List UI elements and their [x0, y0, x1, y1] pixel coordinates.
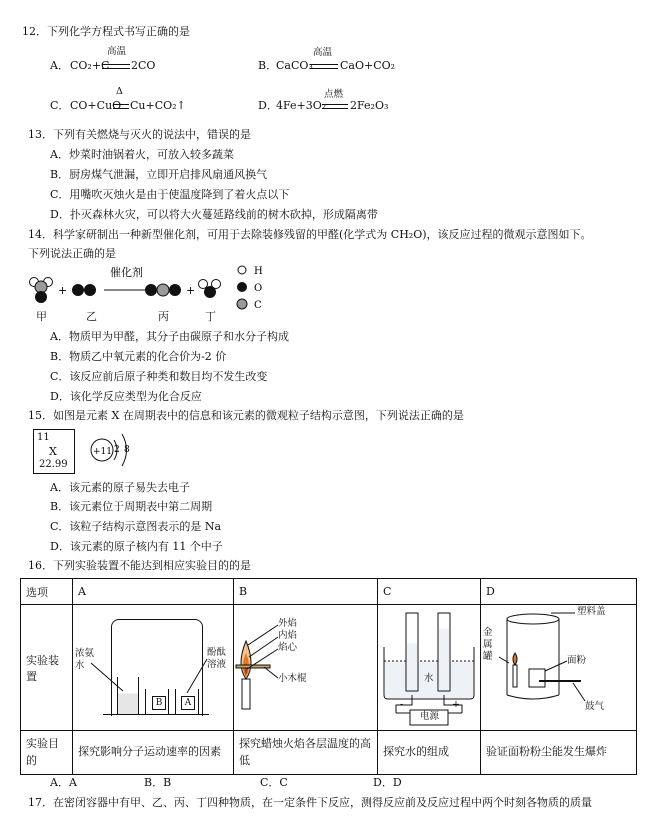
plastic-lid-icon: [507, 614, 559, 624]
row-label-purpose: 实验目的: [21, 731, 73, 775]
label-ammonia: 浓氨水: [75, 648, 95, 671]
flame-icon: [513, 653, 517, 665]
molecule-yi: [72, 284, 96, 296]
q12-stem: 12．下列化学方程式书写正确的是: [22, 25, 190, 38]
apparatus-d: [481, 605, 637, 731]
q12-d-rhs: 2Fe₂O₃: [350, 99, 389, 112]
label-plastic-lid: 塑料盖: [577, 606, 606, 617]
molecule-jia: [30, 278, 53, 304]
candle-flame-diagram: [234, 605, 377, 730]
label-jia: 甲: [36, 310, 47, 323]
hydrogen-atom-icon: [238, 266, 246, 274]
flour-cup-icon: [529, 669, 545, 687]
q15-option-b[interactable]: B．该元素位于周期表中第二周期: [50, 500, 213, 513]
q12-b-rhs: CaO+CO₂: [340, 59, 396, 72]
molecule-ding: [199, 280, 221, 299]
table-header-row: [21, 579, 637, 605]
apparatus-b: [234, 605, 378, 731]
header-col-b: B: [234, 579, 378, 605]
q13-option-a[interactable]: A．炒菜时油锅着火，可放入较多蔬菜: [50, 148, 234, 161]
q13-option-b[interactable]: B．厨房煤气泄漏，立即开启排风扇通风换气: [50, 168, 268, 181]
label-yi: 乙: [86, 310, 97, 323]
label-outer-flame: 外焰: [278, 618, 298, 629]
q12-a-letter: A．: [50, 59, 69, 72]
q12-b-equals: [310, 64, 338, 69]
carbon-atom-icon: [237, 299, 247, 309]
q15-option-a[interactable]: A．该元素的原子易失去电子: [50, 481, 190, 494]
header-col-c: C: [378, 579, 481, 605]
beaker-b-label: B: [152, 696, 166, 710]
q15-option-c[interactable]: C．该粒子结构示意图表示的是 Na: [50, 520, 222, 533]
legend-c: C: [254, 300, 262, 311]
shell-1-electrons: 2: [114, 445, 120, 455]
reaction-microscopic-diagram: [20, 262, 280, 324]
legend-h: H: [254, 266, 263, 277]
label-minus: -: [400, 699, 404, 710]
q13-stem: 13．下列有关燃烧与灭火的说法中，错误的是: [28, 128, 251, 141]
q12-b-condition: 高温: [313, 47, 333, 58]
purpose-a: 探究影响分子运动速率的因素: [73, 731, 234, 775]
label-flour: 面粉: [567, 655, 587, 666]
element-symbol: X: [49, 445, 57, 458]
q16-option-a[interactable]: A．A: [50, 776, 77, 789]
apparatus-c: [378, 605, 481, 731]
q12-d-equals: [322, 104, 348, 109]
table-row-purpose: [21, 731, 637, 775]
label-bing: 丙: [158, 310, 169, 323]
q12-b-lhs: CaCO₃: [276, 59, 313, 72]
atomic-structure-diagram: [84, 426, 140, 476]
q16-option-d[interactable]: D．D: [373, 776, 402, 789]
label-metal-can: 金属罐: [483, 627, 493, 662]
leader-lines-a: [73, 605, 233, 730]
q14-option-b[interactable]: B．物质乙中氧元素的化合价为-2 价: [50, 350, 227, 363]
legend-o: O: [254, 283, 263, 294]
nucleus-charge: +11: [93, 447, 112, 457]
atom-legend: [237, 266, 263, 311]
q14-option-a[interactable]: A．物质甲为甲醛，其分子由碳原子和水分子构成: [50, 330, 289, 343]
label-ding: 丁: [205, 310, 216, 323]
q14-stem-line1: 14．科学家研制出一种新型催化剂，可用于去除装修残留的甲醛(化学式为 CH₂O)，该反应过程的微观示意图如下。: [28, 228, 592, 241]
atomic-mass: 22.99: [39, 459, 68, 470]
q12-a-rhs: 2CO: [131, 59, 156, 72]
label-flame-core: 焰心: [278, 642, 298, 653]
catalyst-label: 催化剂: [110, 266, 143, 279]
candle-icon: [513, 665, 517, 687]
label-water: 水: [424, 673, 434, 684]
q12-d-letter: D．: [258, 99, 278, 112]
candle-icon: [242, 679, 250, 709]
header-col-d: D: [481, 579, 637, 605]
plus-sign-1: +: [58, 284, 68, 297]
label-blow-air: 鼓气: [585, 701, 605, 712]
plus-sign-2: +: [186, 284, 196, 297]
table-row-apparatus: [21, 605, 637, 731]
q12-a-lhs: CO₂+C: [70, 59, 110, 72]
q12-c-lhs: CO+CuO: [70, 99, 122, 112]
q13-option-d[interactable]: D．扑灭森林火灾，可以将大火蔓延路线前的树木砍掉，形成隔离带: [50, 208, 378, 221]
q16-option-b[interactable]: B．B: [144, 776, 172, 789]
apparatus-a: [73, 605, 234, 731]
beaker-a-label: A: [181, 696, 195, 710]
periodic-table-cell: [33, 429, 75, 474]
dust-explosion-diagram: [481, 605, 631, 730]
shell-2-electrons: 8: [124, 445, 130, 455]
q12-c-condition: Δ: [116, 86, 123, 97]
q17-stem: 17．在密闭容器中有甲、乙、丙、丁四种物质，在一定条件下反应，测得反应前及反应过程中两个时刻各物质的质量: [28, 796, 592, 809]
header-col-a: A: [73, 579, 234, 605]
label-wooden-stick: 小木棍: [278, 673, 307, 684]
row-label-apparatus: 实验装置: [21, 605, 73, 731]
q15-option-d[interactable]: D．该元素的原子核内有 11 个中子: [50, 540, 223, 553]
q14-option-c[interactable]: C．该反应前后原子种类和数目均不发生改变: [50, 370, 268, 383]
q16-option-c[interactable]: C．C: [260, 776, 288, 789]
molecule-bing: [145, 284, 181, 296]
oxygen-atom-icon: [237, 282, 247, 292]
q12-a-condition: 高温: [107, 46, 127, 57]
experiment-table: [20, 578, 637, 775]
q12-c-equals: [113, 104, 129, 109]
q15-stem: 15．如图是元素 X 在周期表中的信息和该元素的微观粒子结构示意图，下列说法正确的是: [28, 409, 464, 422]
label-power-supply: 电源: [420, 711, 440, 722]
atomic-number: 11: [37, 432, 50, 443]
label-phenolphthalein: 酚酞溶液: [207, 647, 227, 670]
q12-c-rhs: Cu+CO₂↑: [130, 99, 186, 112]
q12-b-letter: B．: [258, 59, 278, 72]
purpose-b: 探究蜡烛火焰各层温度的高低: [234, 731, 378, 775]
purpose-c: 探究水的组成: [378, 731, 481, 775]
q12-d-lhs: 4Fe+3O₂: [276, 99, 327, 112]
q12-c-letter: C．: [50, 99, 70, 112]
q14-stem-line2: 下列说法正确的是: [28, 247, 116, 260]
q12-d-condition: 点燃: [324, 89, 344, 100]
q14-option-d[interactable]: D．该化学反应类型为化合反应: [50, 390, 202, 403]
header-option: 选项: [21, 579, 73, 605]
label-plus: +: [452, 699, 460, 710]
q13-option-c[interactable]: C．用嘴吹灭烛火是由于使温度降到了着火点以下: [50, 188, 290, 201]
q16-stem: 16．下列实验装置不能达到相应实验目的的是: [28, 559, 251, 572]
purpose-d: 验证面粉粉尘能发生爆炸: [481, 731, 637, 775]
label-inner-flame: 内焰: [278, 630, 298, 641]
q12-a-equals: [102, 64, 130, 69]
